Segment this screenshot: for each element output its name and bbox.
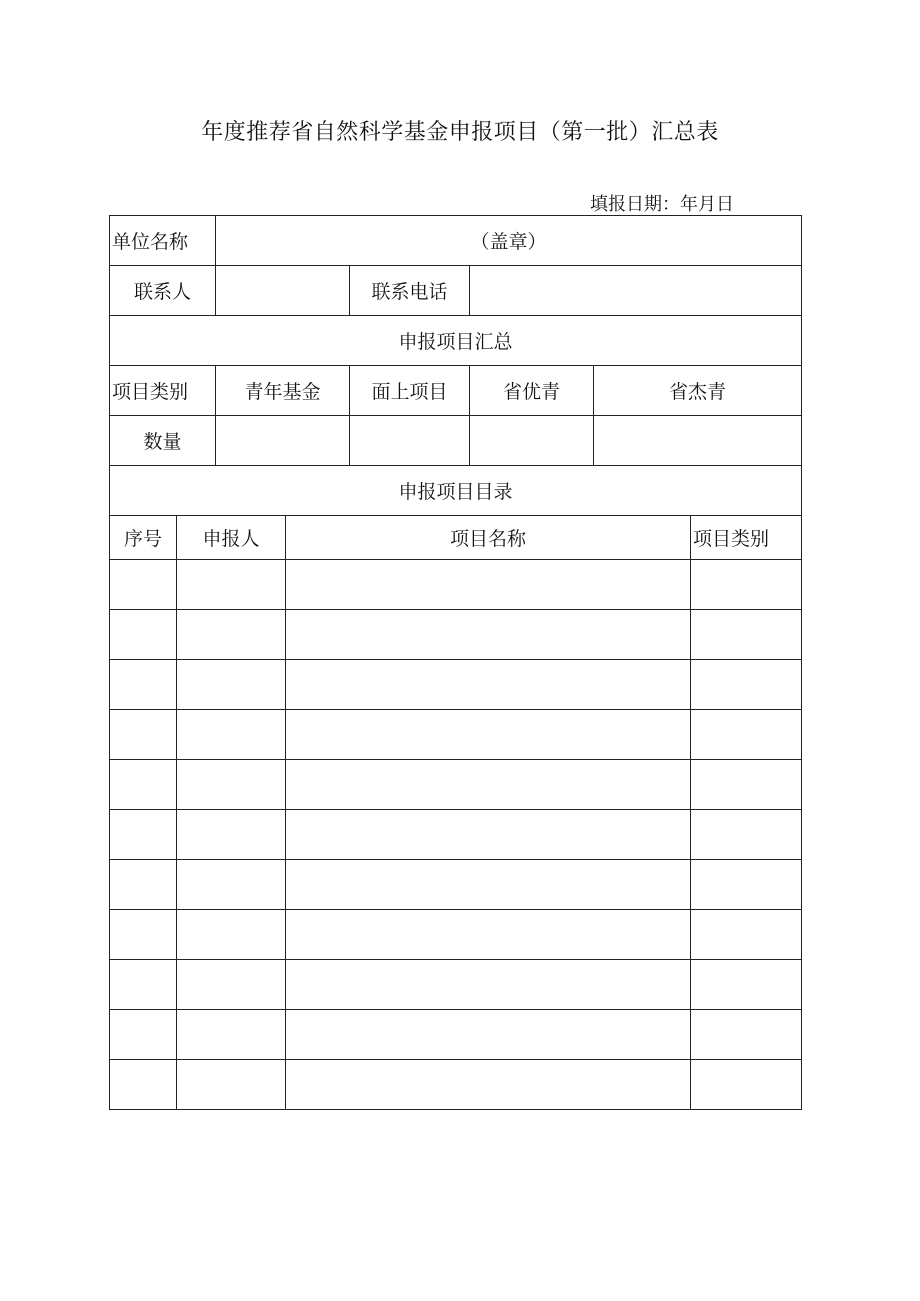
catalog-rows	[110, 560, 802, 1110]
category-youth-fund: 青年基金	[216, 366, 350, 416]
unit-row	[110, 216, 802, 266]
count-youth-fund-field[interactable]	[216, 416, 350, 466]
project-category-cell[interactable]	[691, 560, 802, 610]
project-category-cell[interactable]	[691, 910, 802, 960]
project-name-cell[interactable]	[286, 810, 691, 860]
project-name-cell[interactable]	[286, 960, 691, 1010]
serial-number-cell[interactable]	[110, 810, 177, 860]
serial-number-cell[interactable]	[110, 860, 177, 910]
catalog-row	[110, 810, 802, 860]
category-excellent-youth: 省优青	[470, 366, 594, 416]
catalog-row	[110, 1060, 802, 1110]
project-category-cell[interactable]	[691, 1010, 802, 1060]
contact-phone-field[interactable]	[470, 266, 802, 316]
column-project-name: 项目名称	[286, 516, 691, 560]
catalog-row	[110, 860, 802, 910]
applicant-cell[interactable]	[177, 1010, 286, 1060]
form-title: 年度推荐省自然科学基金申报项目（第一批）汇总表	[201, 120, 719, 145]
catalog-header: 申报项目目录	[110, 466, 802, 516]
project-category-cell[interactable]	[691, 610, 802, 660]
catalog-row	[110, 660, 802, 710]
project-category-cell[interactable]	[691, 810, 802, 860]
column-applicant: 申报人	[177, 516, 286, 560]
contact-phone-label: 联系电话	[350, 266, 470, 316]
serial-number-cell[interactable]	[110, 710, 177, 760]
column-project-category: 项目类别	[691, 516, 802, 560]
applicant-cell[interactable]	[177, 710, 286, 760]
summary-form	[109, 215, 802, 1110]
project-category-cell[interactable]	[691, 860, 802, 910]
project-name-cell[interactable]	[286, 760, 691, 810]
count-general-project-field[interactable]	[350, 416, 470, 466]
contact-person-field[interactable]	[216, 266, 350, 316]
serial-number-cell[interactable]	[110, 960, 177, 1010]
count-distinguished-youth-field[interactable]	[594, 416, 802, 466]
project-name-cell[interactable]	[286, 1010, 691, 1060]
catalog-row	[110, 1010, 802, 1060]
serial-number-cell[interactable]	[110, 760, 177, 810]
unit-stamp-cell[interactable]: （盖章）	[216, 216, 802, 266]
project-category-cell[interactable]	[691, 960, 802, 1010]
applicant-cell[interactable]	[177, 660, 286, 710]
fill-date: 填报日期：年月日	[590, 194, 734, 215]
catalog-row	[110, 710, 802, 760]
project-category-cell[interactable]	[691, 710, 802, 760]
catalog-row	[110, 960, 802, 1010]
project-category-cell[interactable]	[691, 760, 802, 810]
applicant-cell[interactable]	[177, 760, 286, 810]
applicant-cell[interactable]	[177, 960, 286, 1010]
unit-name-label: 单位名称	[110, 216, 216, 266]
catalog-header-row	[110, 466, 802, 516]
catalog-row	[110, 610, 802, 660]
project-name-cell[interactable]	[286, 560, 691, 610]
contact-person-label: 联系人	[110, 266, 216, 316]
project-category-cell[interactable]	[691, 1060, 802, 1110]
project-name-cell[interactable]	[286, 610, 691, 660]
applicant-cell[interactable]	[177, 810, 286, 860]
catalog-row	[110, 910, 802, 960]
project-name-cell[interactable]	[286, 660, 691, 710]
contact-row	[110, 266, 802, 316]
applicant-cell[interactable]	[177, 610, 286, 660]
applicant-cell[interactable]	[177, 560, 286, 610]
serial-number-cell[interactable]	[110, 1060, 177, 1110]
applicant-cell[interactable]	[177, 1060, 286, 1110]
serial-number-cell[interactable]	[110, 910, 177, 960]
serial-number-cell[interactable]	[110, 660, 177, 710]
project-name-cell[interactable]	[286, 860, 691, 910]
category-label: 项目类别	[110, 366, 216, 416]
category-general-project: 面上项目	[350, 366, 470, 416]
catalog-columns-row	[110, 516, 802, 560]
project-category-cell[interactable]	[691, 660, 802, 710]
summary-header: 申报项目汇总	[110, 316, 802, 366]
applicant-cell[interactable]	[177, 910, 286, 960]
project-name-cell[interactable]	[286, 1060, 691, 1110]
project-name-cell[interactable]	[286, 710, 691, 760]
serial-number-cell[interactable]	[110, 610, 177, 660]
count-row	[110, 416, 802, 466]
applicant-cell[interactable]	[177, 860, 286, 910]
serial-number-cell[interactable]	[110, 1010, 177, 1060]
project-name-cell[interactable]	[286, 910, 691, 960]
serial-number-cell[interactable]	[110, 560, 177, 610]
summary-header-row	[110, 316, 802, 366]
count-label: 数量	[110, 416, 216, 466]
count-excellent-youth-field[interactable]	[470, 416, 594, 466]
catalog-row	[110, 560, 802, 610]
catalog-row	[110, 760, 802, 810]
category-row	[110, 366, 802, 416]
column-serial-number: 序号	[110, 516, 177, 560]
category-distinguished-youth: 省杰青	[594, 366, 802, 416]
